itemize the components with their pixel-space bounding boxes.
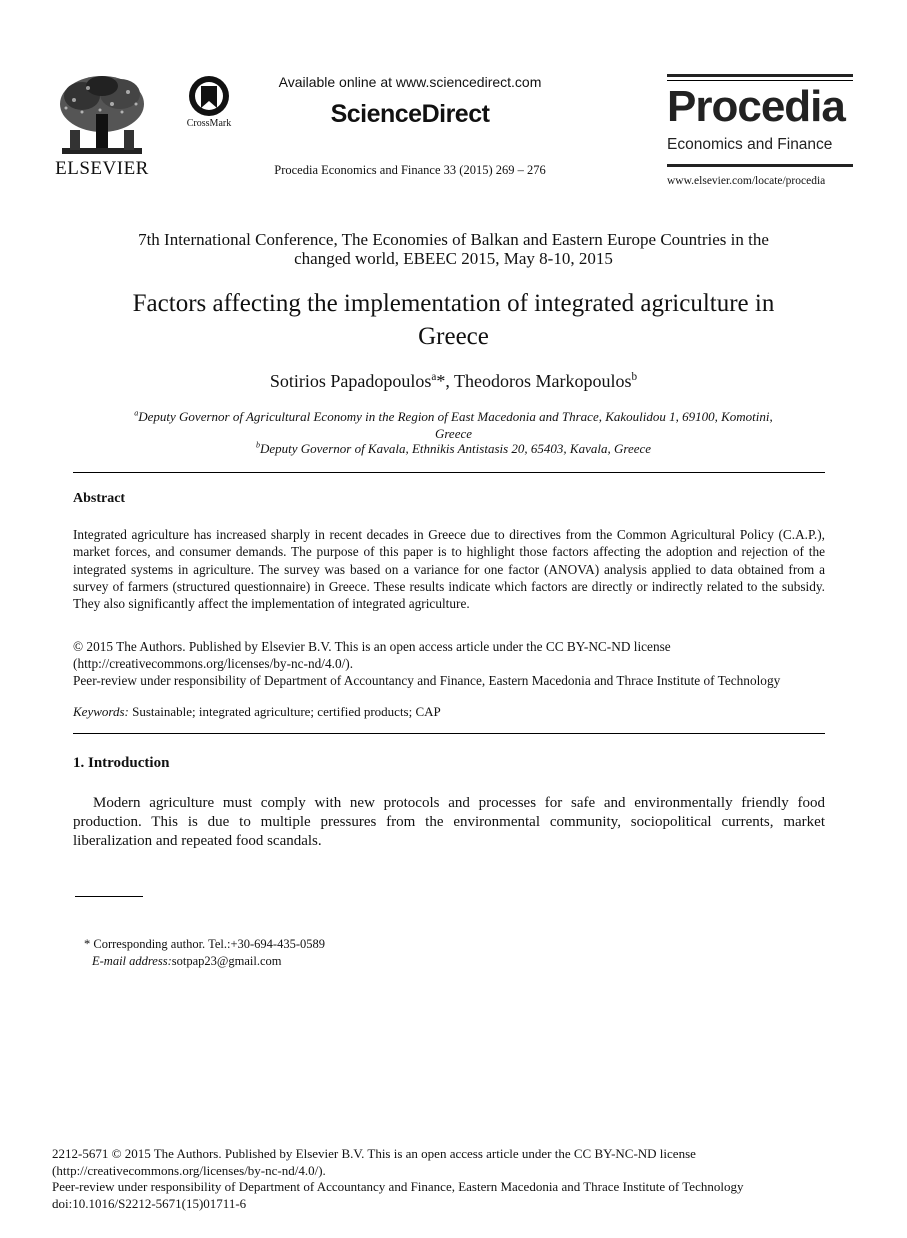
- author-affiliation-mark: b: [631, 371, 638, 383]
- introduction-heading: 1. Introduction: [73, 755, 170, 771]
- sciencedirect-wordmark[interactable]: ScienceDirect: [330, 100, 490, 128]
- email-address[interactable]: sotpap23@gmail.com: [171, 954, 282, 968]
- affiliation-a: [30, 408, 877, 442]
- corresponding-author-note: * Corresponding author. Tel.:+30-694-435-0589: [84, 937, 325, 951]
- article-title-line-2: Greece: [418, 323, 489, 350]
- email-label: E-mail address:: [92, 954, 172, 968]
- author-list: Sotirios Papadopoulos$^a$*, Theodoros Markopoulos$^b$: [269, 371, 638, 391]
- affiliation-mark: a: [134, 408, 139, 418]
- affiliation-text: Deputy Governor of Kavala, Ethnikis Antistasis 20, 65403, Kavala, Greece: [259, 441, 652, 456]
- procedia-top-rule-thin: [667, 80, 853, 81]
- journal-citation: Procedia Economics and Finance 33 (2015) 269 – 276: [274, 163, 546, 177]
- peer-review-text: Peer-review under responsibility of Department of Accountancy and Finance, Eastern Macedonia and Thrace Institute of Technology: [73, 673, 781, 688]
- elsevier-tree-icon: [52, 74, 152, 162]
- affiliation-text: Deputy Governor of Agricultural Economy in the Region of East Macedonia and Thrace, Kakoulidou 1, 69100, Komotini,: [138, 409, 773, 424]
- procedia-logo: [667, 74, 853, 194]
- header-divider: [73, 472, 825, 473]
- copyright-text: © 2015 The Authors. Published by Elsevier B.V. This is an open access article under the CC BY-NC-ND license: [73, 639, 671, 654]
- footer-peer-review: Peer-review under responsibility of Department of Accountancy and Finance, Eastern Macedonia and Thrace Institute of Technology: [52, 1179, 744, 1194]
- elsevier-wordmark: ELSEVIER: [55, 158, 149, 179]
- abstract-heading: Abstract: [73, 491, 126, 506]
- conference-line-2: changed world, EBEEC 2015, May 8-10, 2015: [294, 249, 613, 268]
- procedia-title: Procedia: [667, 82, 845, 131]
- author-name: Theodoros Markopoulos: [454, 371, 632, 391]
- crossmark-logo[interactable]: [180, 74, 238, 134]
- footer-doi[interactable]: doi:10.1016/S2212-5671(15)01711-6: [52, 1195, 247, 1211]
- abstract-divider: [73, 733, 825, 734]
- keywords: [73, 704, 825, 720]
- footnote-divider: [75, 896, 143, 897]
- affiliation-mark: b: [255, 440, 260, 450]
- procedia-subtitle: Economics and Finance: [667, 136, 833, 153]
- footer-issn: 2212-5671 © 2015 The Authors. Published by Elsevier B.V. This is an open access article under the CC BY-NC-ND license: [52, 1146, 696, 1161]
- procedia-url[interactable]: www.elsevier.com/locate/procedia: [667, 175, 826, 187]
- copyright-notice: © 2015 The Authors. Published by Elsevier B.V. This is an open access article under the CC BY-NC-ND license (http://creativecommons.org/licenses/by-nc-nd/4.0/). Peer-review under responsibility of Department of Accountancy and Finance, Eastern Macedonia and Thrace Institute of Technology: [73, 639, 781, 688]
- abstract-text: Integrated agriculture has increased sharply in recent decades in Greece due to directives from the Common Agricultural Policy (C.A.P.), market forces, and consumer demands. The purpose of this paper is to highlight those factors affecting the adoption and rejection of the integrated systems in agriculture. The survey was based on a variance for one factor (ANOVA) analysis applied to data obtained from a survey of farmers (structured questionnaire) in Greece. These results indicate which factors are directly or indirectly related to the subsidy. They also significantly affect the implementation of integrated agriculture.: [73, 527, 825, 612]
- procedia-top-rule: [667, 74, 853, 77]
- introduction-text: Modern agriculture must comply with new protocols and processes for safe and environmentally friendly food production. This is due to multiple pressures from the environmental community, sociopolitical currents, market liberalization and repeated food scandals.: [73, 795, 825, 849]
- crossmark-label: CrossMark: [186, 118, 232, 129]
- license-link[interactable]: http://creativecommons.org/licenses/by-nc-nd/4.0/: [77, 656, 346, 671]
- footer-license-link[interactable]: http://creativecommons.org/licenses/by-nc-nd/4.0/: [56, 1162, 319, 1178]
- article-title-line-1: Factors affecting the implementation of integrated agriculture in: [132, 290, 775, 317]
- email-note: [92, 954, 282, 969]
- available-online-text: Available online at www.sciencedirect.com: [278, 74, 542, 90]
- affiliation-text: Greece: [434, 426, 473, 441]
- author-affiliation-mark: a: [431, 371, 437, 383]
- procedia-bottom-rule: [667, 164, 853, 167]
- conference-line-1: 7th International Conference, The Economies of Balkan and Eastern Europe Countries in the: [138, 230, 769, 249]
- page-footer: 2212-5671 © 2015 The Authors. Published by Elsevier B.V. This is an open access article under the CC BY-NC-ND license (http://creativecommons.org/licenses/by-nc-nd/4.0/). Peer-review under responsibility of Department of Accountancy and Finance, Eastern Macedonia and Thrace Institute of Technology doi:10.1016/S2212-5671(15)01711-6: [52, 1146, 744, 1211]
- author-name: Sotirios Papadopoulos: [269, 371, 432, 391]
- elsevier-logo: [52, 74, 152, 179]
- keywords-text: Sustainable; integrated agriculture; certified products; CAP: [132, 704, 441, 719]
- affiliation-b: [30, 441, 877, 457]
- crossmark-icon: [180, 74, 238, 118]
- keywords-label: Keywords:: [73, 704, 129, 719]
- corresponding-star: *: [436, 371, 446, 391]
